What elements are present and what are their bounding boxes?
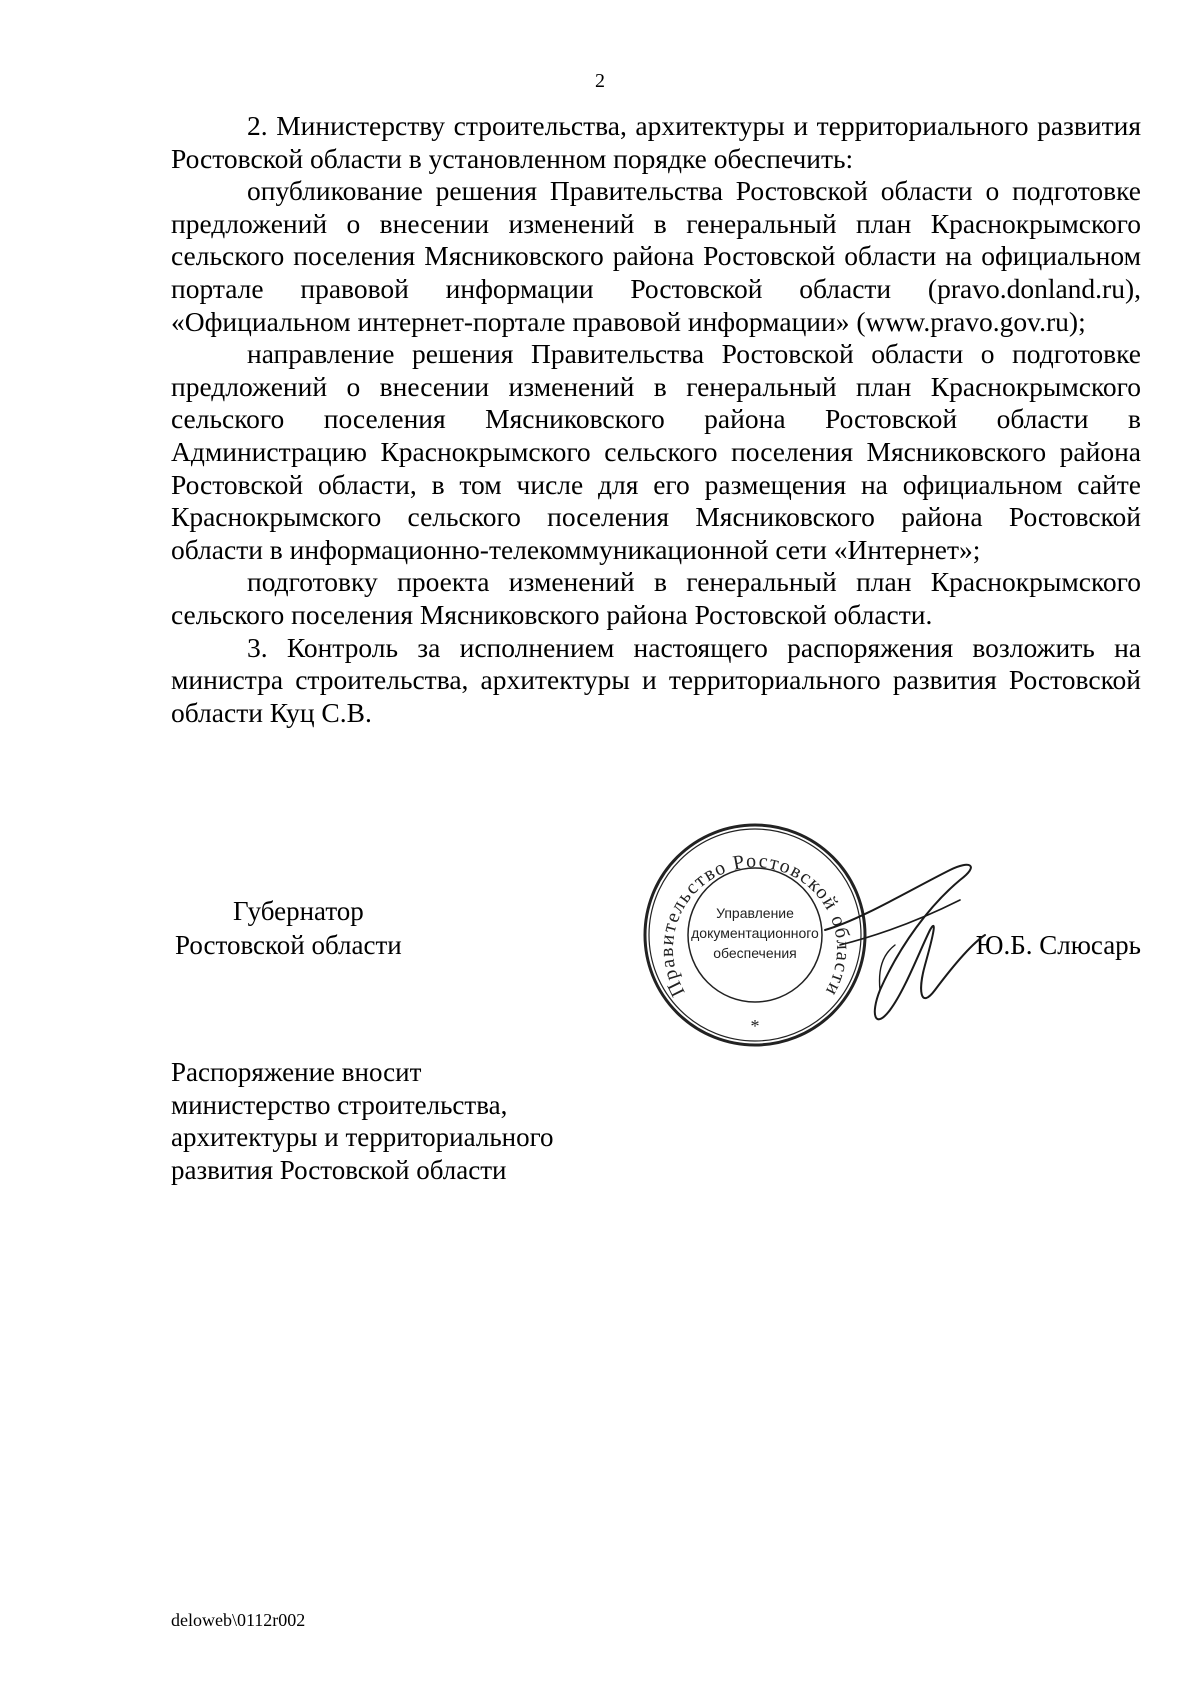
document-code: deloweb\0112r002: [171, 1610, 306, 1630]
document-body: [171, 110, 1141, 729]
paragraph-direction: направление решения Правительства Ростовской области о подготовке предложений о внесении изменений в генеральный план Краснокрымского сельского поселения Мясниковского района Ростовской области в Администрацию Краснокрымского сельского поселения Мясниковского района Ростовской области, в том числе для его размещения на официальном сайте Краснокрымского сельского поселения Мясниковского района Ростовской области в информационно-телекоммуникационной сети «Интернет»;: [171, 338, 1141, 565]
handwritten-signature: [820, 850, 1000, 1040]
submitted-by-line: архитектуры и территориального: [171, 1122, 554, 1152]
signatory-title: Губернатор: [233, 896, 364, 926]
seal-outer-text: Правительство Ростовской области: [655, 850, 855, 1001]
seal-star: *: [750, 1016, 760, 1036]
submitted-by-line: министерство строительства,: [171, 1089, 508, 1120]
paragraph-publication: опубликование решения Правительства Ростовской области о подготовке предложений о внесении изменений в генеральный план Краснокрымского сельского поселения Мясниковского района Ростовской области на официальном портале правовой информации Ростовской области (pravo.donland.ru), «Официальном интернет-портале правовой информации» (www.pravo.gov.ru);: [171, 175, 1141, 337]
seal-inner-line2: документационного: [691, 925, 819, 941]
seal-inner-line1: Управление: [716, 905, 794, 921]
submitted-by-line: развития Ростовской области: [171, 1154, 507, 1185]
paragraph-preparation: подготовку проекта изменений в генеральный план Краснокрымского сельского поселения Мясниковского района Ростовской области.: [171, 566, 1141, 630]
paragraph-2: 2. Министерству строительства, архитектуры и территориального развития Ростовской области в установленном порядке обеспечить:: [171, 110, 1141, 174]
signatory-name: Ю.Б. Слюсарь: [975, 930, 1141, 960]
seal-inner-line3: обеспечения: [713, 945, 797, 961]
submitted-by-note: [171, 1056, 771, 1186]
signatory-region: Ростовской области: [175, 930, 402, 960]
submitted-by-line: Распоряжение вносит: [171, 1057, 422, 1087]
paragraph-3-control: 3. Контроль за исполнением настоящего распоряжения возложить на министра строительства, архитектуры и территориального развития Ростовской области Куц С.В.: [171, 631, 1141, 728]
page-number: 2: [595, 70, 605, 92]
